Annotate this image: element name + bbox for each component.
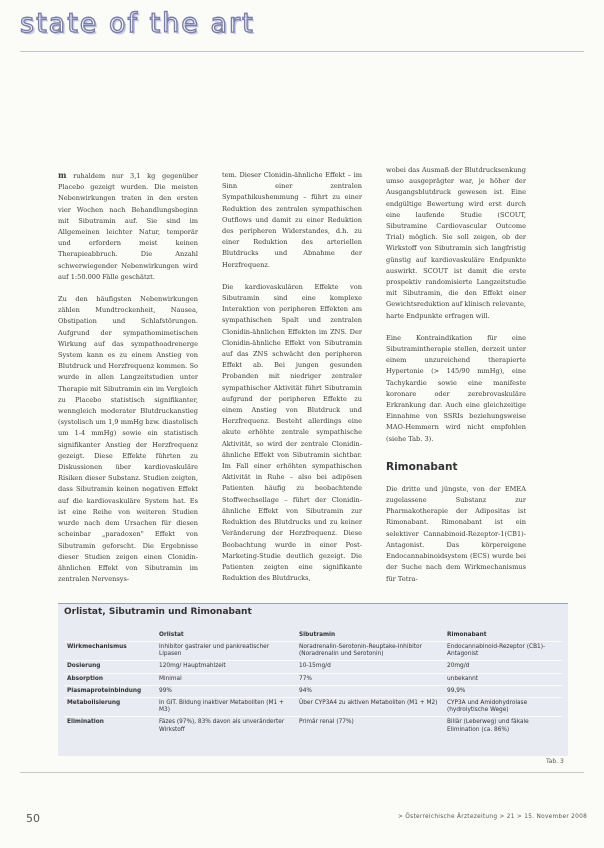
text-column-1: [58, 170, 198, 596]
paragraph: Zu den häufigsten Nebenwirkungen zählen Mundtrockenheit, Nausea, Obstipation und Schlafstörungen. Aufgrund der sympathomimetischen Wirkung auf das sympathoadrenerge System kann es zu einem Anstieg von Blutdruck und Herzfrequenz kommen. So wurde in allen Langzeitstudien unter Therapie mit Sibutramin ein im Vergleich zu Placebo statistisch signifikanter, wenngleich moderater Blutdruckanstieg (systolisch um 1,9 mmHg bzw. diastolisch um 1-4 mmHg) sowie ein statistisch signifikanter Anstieg der Herzfrequenz gezeigt. Diese Effekte führten zu Diskussionen über kardiovaskuläre Risiken dieser Substanz. Studien zeigten, dass Sibutramin keinen negativen Effekt auf die kardiovaskuläre System hat. Es ist eine Reihe von weiteren Studien wurde nach dem Ursachen für diesen scheinbar „paradoxen" Effekt von Sibutramin geforscht. Die Ergebnisse dieser Studien zeigen einen Clonidin-ähnlichen Effekt von Sibutramin im zentralen Nervensys-: [58, 295, 198, 584]
table-cell: Biliär (Leberweg) und fäkale Elimination (ca. 86%): [444, 717, 562, 736]
row-label: Wirkmechanismus: [64, 642, 156, 661]
table-cell: Primär renal (77%): [296, 717, 444, 736]
page-header: [0, 8, 604, 48]
table-cell: Über CYP3A4 zu aktiven Metaboliten (M1 + M2): [296, 698, 444, 717]
table-header-row: [64, 628, 562, 642]
table-cell: In GIT. Bildung inaktiver Metaboliten (M1 + M3): [156, 698, 296, 717]
row-label: Plasmaproteinbindung: [64, 685, 156, 697]
table-row: [64, 685, 562, 697]
text-column-3: [386, 165, 526, 596]
text-column-2: [222, 170, 362, 595]
table-footnote: Tab. 3: [546, 758, 564, 765]
table-cell: 120mg/ Hauptmahlzeit: [156, 661, 296, 673]
table-cell: 20mg/d: [444, 661, 562, 673]
header-divider: [20, 51, 584, 52]
table-row: [64, 673, 562, 685]
drop-cap: m: [58, 170, 67, 180]
row-label: Metabolisierung: [64, 698, 156, 717]
comparison-table: [64, 628, 562, 736]
table-header-cell: Rimonabant: [447, 631, 487, 638]
page-number: 50: [26, 812, 40, 825]
table-row: [64, 698, 562, 717]
table-cell: Inhibitor gastraler und pankreatischer Lipasen: [156, 642, 296, 661]
paragraph-text: ruhaldem nur 3,1 kg gegenüber Placebo gezeigt wurden. Die meisten Nebenwirkungen traten in den ersten vier Wochen nach Behandlungsbeginn mit Sibutramin auf. Sie sind im Allgemeinen leichter Natur, temporär und erfordern meist keinen Therapieabbruch. Die Anzahl schwerwiegender Nebenwirkungen wird auf 1:50.000 Fälle geschätzt.: [58, 172, 198, 281]
table-cell: Noradrenalin-Serotonin-Reuptake-Inhibitor (Noradrenalin und Serotonin): [296, 642, 444, 661]
row-label: Absorption: [64, 673, 156, 685]
table-cell: unbekannt: [444, 673, 562, 685]
table-cell: 99,9%: [444, 685, 562, 697]
table-row: [64, 661, 562, 673]
table-cell: Endocannabinoid-Rezeptor (CB1)-Antagonist: [444, 642, 562, 661]
paragraph: [58, 170, 198, 283]
table-header-cell: [64, 628, 156, 642]
paragraph: Die dritte und jüngste, von der EMEA zugelassene Substanz zur Pharmakotherapie der Adipositas ist Rimonabant. Rimonabant ist ein selektiver Cannabinoid-Rezeptor-1(CB1)-Antagonist. Das körpereigene Endocannabinoidsystem (ECS) wurde bei der Suche nach dem Wirkmechanismus für Tetra-: [386, 484, 526, 583]
table-cell: 94%: [296, 685, 444, 697]
paragraph: Eine Kontraindikation für eine Sibutramintherapie stellen, derzeit unter einem unzureichend therapierte Hypertonie (> 145/90 mmHg), eine Tachykardie sowie eine manifeste koronare oder zerebrovaskuläre Erkrankung dar. Auch eine gleichzeitige Einnahme von SSRIs beziehungsweise MAO-Hemmern wird nicht empfohlen (siehe Tab. 3).: [386, 333, 526, 443]
footer-divider: [20, 772, 584, 773]
table-cell: 77%: [296, 673, 444, 685]
table-cell: 99%: [156, 685, 296, 697]
subheading-rimonabant: Rimonabant: [386, 460, 458, 473]
table-cell: Fäzes (97%), 83% davon als unveränderter Wirkstoff: [156, 717, 296, 736]
table-cell: Minimal: [156, 673, 296, 685]
table-header-cell: Sibutramin: [299, 631, 336, 638]
paragraph: wobei das Ausmaß der Blutdrucksenkung umso ausgeprägter war, je höher der Ausgangsblutdruck gewesen ist. Eine endgültige Bewertung wird erst durch eine laufende Studie (SCOUT, Sibutramine Cardiovascular Outcome Trial) möglich. Sie soll zeigen, ob der Wirkstoff von Sibutramin sich langfristig günstig auf kardiovaskuläre Endpunkte auswirkt. SCOUT ist damit die erste prospektiv randomisierte Langzeitstudie mit Sibutramin, die den Effekt einer Gewichtsreduktion auf klinisch relevante, harte Endpunkte erfragen will.: [386, 166, 526, 320]
comparison-table-box: [58, 603, 568, 756]
table-cell: 10-15mg/d: [296, 661, 444, 673]
table-row: [64, 717, 562, 736]
row-label: Elimination: [64, 717, 156, 736]
paragraph: Die kardiovaskulären Effekte von Sibutramin sind eine komplexe Interaktion von peripheren Effekten am sympathischen Spalt und zentralen Clonidin-ähnlichen Effekten im ZNS. Der Clonidin-ähnliche Effekt von Sibutramin auf das ZNS schwächt den peripheren Effekt ab. Bei jungen gesunden Probanden mit niedriger zentraler sympathischer Aktivität führt Sibutramin aufgrund der peripheren Effekte zu einem Anstieg von Blutdruck und Herzfrequenz. Besteht allerdings eine akute erhöhte zentrale sympathische Aktivität, so wird der zentrale Clonidin-ähnliche Effekt von Sibutramin sichtbar. Im Fall einer erhöhten sympathischen Aktivität in Ruhe – also bei adipösen Patienten häufig zu beobachtende Stoffwechsellage – führt der Clonidin-ähnliche Effekt von Sibutramin zur Reduktion des Blutdrucks und zu keiner Veränderung der Herzfrequenz. Diese Beobachtung wurde in einer Post-Marketing-Studie deutlich gezeigt. Die Patienten zeigten eine signifikante Reduktion des Blutdrucks,: [222, 282, 362, 583]
section-title: state of the art: [20, 8, 255, 39]
table-title: Orlistat, Sibutramin und Rimonabant: [64, 607, 252, 617]
row-label: Dosierung: [64, 661, 156, 673]
table-row: [64, 642, 562, 661]
paragraph: tem. Dieser Clonidin-ähnliche Effekt – im Sinn einer zentralen Sympathikushemmung – führt zu einer Reduktion des zentralen sympathischen Outflows und damit zu einer Reduktion des peripheren Widerstandes, d.h. zu einer Reduktion des arteriellen Blutdrucks und Abnahme der Herzfrequenz.: [222, 171, 362, 269]
table-cell: CYP3A und Amidohydrolase (hydrolytische Wege): [444, 698, 562, 717]
journal-reference: > Österreichische Ärztezeitung > 21 > 15. November 2008: [398, 814, 588, 820]
table-header-cell: Orlistat: [159, 631, 184, 638]
